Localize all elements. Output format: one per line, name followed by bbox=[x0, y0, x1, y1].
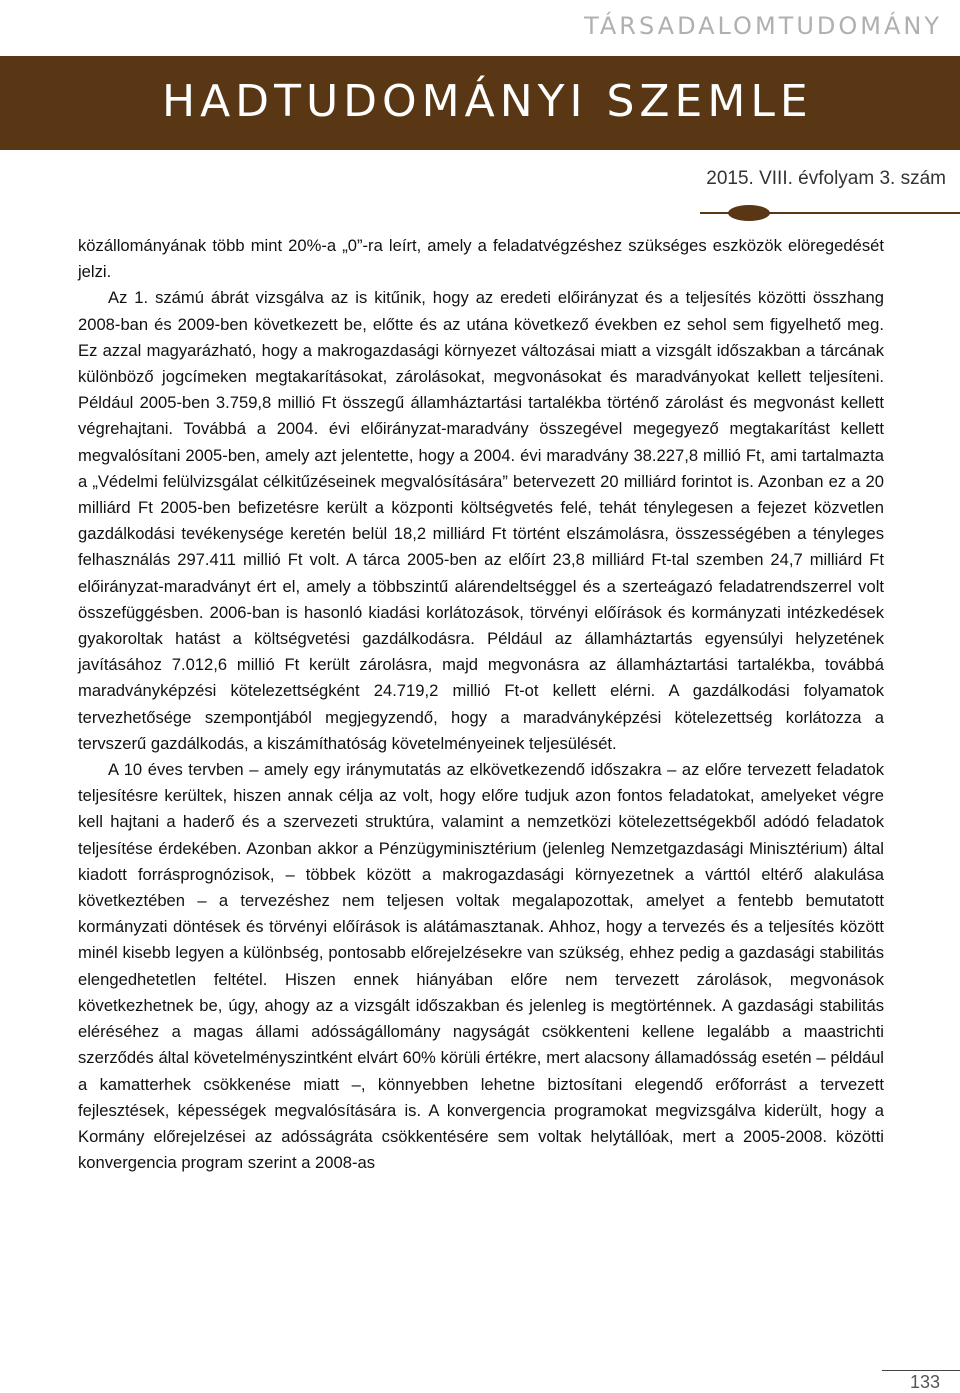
header-rule-ornament bbox=[728, 205, 770, 221]
top-band bbox=[0, 0, 960, 56]
article-body bbox=[78, 233, 884, 1176]
article-paragraph: közállományának több mint 20%-a „0”-ra leírt, amely a feladatvégzéshez szükséges eszközök elöregedését jelzi. bbox=[78, 236, 884, 282]
masthead bbox=[0, 56, 960, 150]
section-label: TÁRSADALOMTUDOMÁNY bbox=[584, 12, 942, 40]
page-number: 133 bbox=[909, 1372, 940, 1392]
journal-title: HADTUDOMÁNYI SZEMLE bbox=[162, 76, 813, 127]
issue-line: 2015. VIII. évfolyam 3. szám bbox=[706, 168, 946, 189]
article-paragraph: A 10 éves tervben – amely egy iránymutatás az elkövetkezendő időszakra – az előre tervezett feladatok teljesítésre kerültek, hiszen annak célja az volt, hogy előre tudjuk azon fontos feladatokat, amelyeket végre kell hajtani a haderő és a szervezeti struktúra, valamint a nemzetközi kötelezettségekből adódó feladatok teljesítése érdekében. Azonban akkor a Pénzügyminisztérium (jelenleg Nemzetgazdasági Minisztérium) által kiadott forrásprognózisok, – többek között a makrogazdasági környezetnek a várttól eltérő alakulása következtében – a tervezéshez nem teljesen voltak megalapozottak, amelyet a fentebb bemutatott kormányzati döntések és törvényi előírások is alátámasztanak. Ahhoz, hogy a tervezés és a teljesítés között minél kisebb legyen a különbség, pontosabb előrejelzésekre van szükség, ehhez pedig a gazdasági stabilitás elengedhetetlen feltétel. Hiszen ennek hiányában előre nem tervezett zárolások, megvonások következhetnek be, úgy, ahogy az a vizsgált időszakban és jelenleg is megtörténnek. A gazdasági stabilitás eléréséhez a magas állami adósságállomány nagyságát csökkenteni kellene legalább a maastrichti szerződés által követelményszintként elvárt 60% körüli értékre, mert alacsony államadósság esetén – például a kamatterhek csökkenése miatt –, könnyebben lehetne biztosítani elegendő erőforrást a tervezett fejlesztések, képességek megvalósítására is. A konvergencia programokat megvizsgálva kiderült, hogy a Kormány előrejelzései az adósságráta csökkentésére sem voltak helytállóak, mert a 2005-2008. közötti konvergencia program szerint a 2008-as bbox=[78, 760, 884, 1173]
page-number-rule bbox=[882, 1370, 960, 1371]
article-paragraph: Az 1. számú ábrát vizsgálva az is kitűnik, hogy az eredeti előirányzat és a teljesítés közötti összhang 2008-ban és 2009-ben következett be, előtte és az utána következő években ez sehol sem figyelhető meg. Ez azzal magyarázható, hogy a makrogazdasági környezet változásai miatt a vizsgált időszakban a tárcának különböző jogcímeken megtakarításokat, zárolásokat, megvonásokat és maradványokat kellett teljesíteni. Például 2005-ben 3.759,8 millió Ft összegű államháztartási tartalékba történő zárolást és megvonást kellett végrehajtani. Továbbá a 2004. évi előirányzat-maradvány összegével megegyező megtakarítást kellett megvalósítani 2005-ben, amely azt jelentette, hogy a 2004. évi maradvány 38.227,8 millió Ft, ami tartalmazta a „Védelmi felülvizsgálat célkitűzéseinek megvalósítására” betervezett 20 milliárd forintot is. Azonban ez a 20 milliárd Ft 2005-ben befizetésre került a központi költségvetés felé, tehát ténylegesen a fejezet közvetlen gazdálkodási tevékenysége keretén belül 18,2 milliárd Ft történt elszámolásra, összességében a tényleges felhasználás 297.411 millió Ft volt. A tárca 2005-ben az előírt 23,8 milliárd Ft-tal szemben 24,7 milliárd Ft előirányzat-maradványt ért el, amely a többszintű alárendeltséggel és a szerteágazó feladatrendszerrel volt összefüggésben. 2006-ban is hasonló kiadási korlátozások, törvényi előírások és kormányzati intézkedések gyakoroltak hatást a költségvetési gazdálkodásra. Például az államháztartás egyensúlyi helyzetének javításához 7.012,6 millió Ft került zárolásra, majd megvonásra az államháztartási tartalékba, továbbá maradványképzési kötelezettségként 24.719,2 millió Ft-ot kellett elérni. A gazdálkodási folyamatok tervezhetősége szempontjából megjegyzendő, hogy a maradványképzési kötelezettség korlátozza a tervszerű gazdálkodás, a kiszámíthatóság követelményeinek teljesülését. bbox=[78, 288, 884, 753]
